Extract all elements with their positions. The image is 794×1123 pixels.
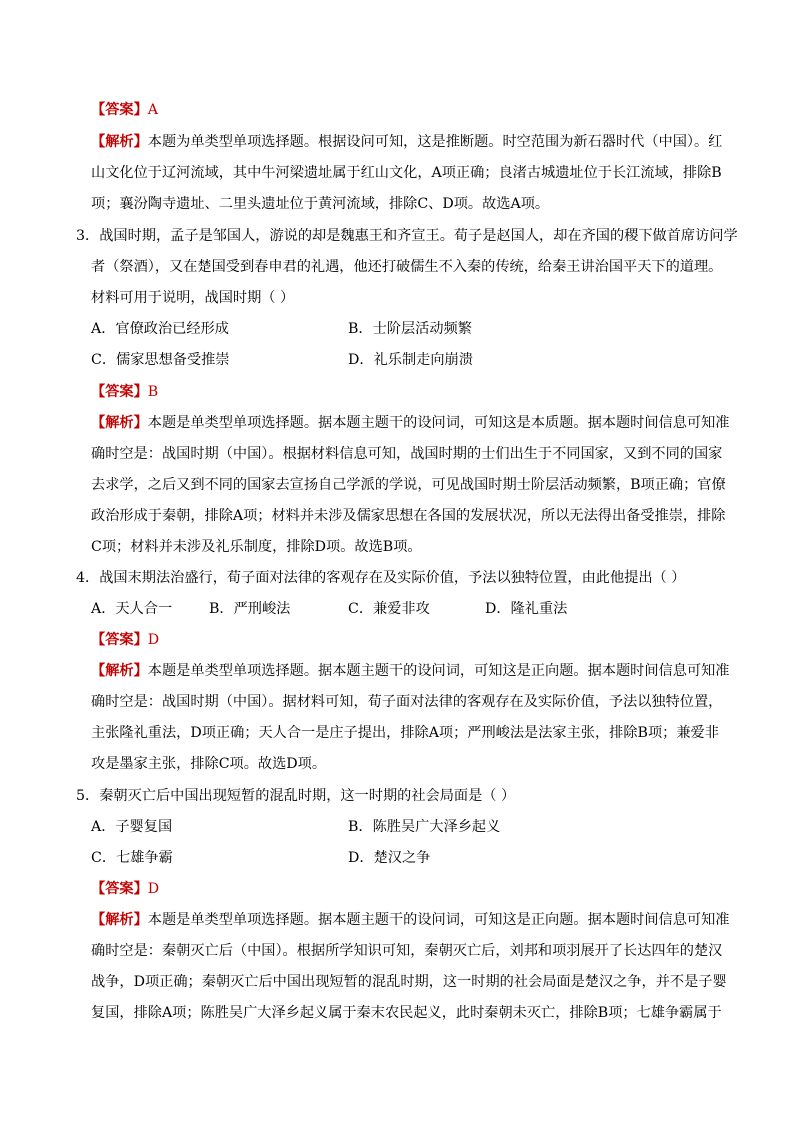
- analysis-text: 本题是单类型单项选择题。据本题主题干的设问词，可知这是正向题。据本题时间信息可知准: [147, 912, 730, 928]
- analysis-tag: 【解析】: [91, 912, 148, 928]
- answer-tag: 【答案】: [91, 102, 148, 118]
- analysis-line: [91, 661, 729, 681]
- analysis-line: [91, 413, 729, 433]
- question-stem: 3．战国时期，孟子是邹国人，游说的却是魏惠王和齐宣王。荀子是赵国人，却在齐国的稷下做首席访问学: [76, 228, 738, 244]
- option-d: D．楚汉之争: [348, 850, 431, 866]
- question-stem: 4．战国末期法治盛行，荀子面对法律的客观存在及实际价值，予法以独特位置，由此他提出（ ）: [76, 570, 686, 586]
- answer-value: D: [147, 881, 160, 897]
- analysis-text: 项；襄汾陶寺遗址、二里头遗址位于黄河流域，排除C、D项。故选A项。: [91, 196, 550, 212]
- analysis-tag: 【解析】: [91, 415, 148, 431]
- option-c: C．七雄争霸: [91, 850, 173, 866]
- analysis-text: C项；材料并未涉及礼乐制度，排除D项。故选B项。: [91, 539, 422, 555]
- option-a: A．天人合一: [91, 601, 173, 617]
- option-a: A．子婴复国: [91, 819, 173, 835]
- answer-value: D: [147, 632, 160, 648]
- answer-tag: 【答案】: [91, 632, 148, 648]
- answer-tag: 【答案】: [91, 384, 148, 400]
- answer-line: [91, 879, 159, 899]
- option-d: D．礼乐制走向崩溃: [348, 352, 473, 368]
- analysis-text: 主张隆礼重法，D项正确；天人合一是庄子提出，排除A项；严刑峻法是法家主张，排除B项；兼爱非: [91, 725, 719, 741]
- answer-line: [91, 100, 158, 120]
- analysis-line: [91, 910, 729, 930]
- analysis-text: 复国，排除A项；陈胜吴广大泽乡起义属于秦末农民起义，此时秦朝未灭亡，排除B项；七雄争霸属于: [91, 1005, 722, 1021]
- analysis-text: 本题是单类型单项选择题。据本题主题干的设问词，可知这是正向题。据本题时间信息可知准: [147, 663, 730, 679]
- analysis-text: 去求学，之后又到不同的国家去宣扬自己学派的学说，可见战国时期士阶层活动频繁，B项正确；官僚: [91, 477, 726, 493]
- question-stem: 5．秦朝灭亡后中国出现短暂的混乱时期，这一时期的社会局面是（ ）: [76, 788, 516, 804]
- option-a: A．官僚政治已经形成: [91, 321, 229, 337]
- analysis-tag: 【解析】: [91, 663, 148, 679]
- question-stem: 者（祭酒），又在楚国受到春申君的礼遇，他还打破儒生不入秦的传统，给秦王讲治国平天下的道理。: [91, 259, 723, 275]
- analysis-text: 战争，D项正确；秦朝灭亡后中国出现短暂的混乱时期，这一时期的社会局面是楚汉之争，并不是子婴: [91, 974, 727, 990]
- option-b: B．士阶层活动频繁: [348, 321, 472, 337]
- analysis-text: 本题是单类型单项选择题。据本题主题干的设问词，可知这是本质题。据本题时间信息可知准: [147, 415, 730, 431]
- answer-value: B: [147, 384, 159, 400]
- analysis-text: 确时空是：战国时期（中国）。根据材料信息可知，战国时期的士们出生于不同国家，又到不同的国家: [91, 446, 723, 462]
- option-c: C．儒家思想备受推崇: [91, 352, 230, 368]
- analysis-tag: 【解析】: [91, 134, 148, 150]
- analysis-text: 确时空是：战国时期（中国）。据材料可知，荀子面对法律的客观存在及实际价值，予法以独特位置，: [91, 694, 723, 710]
- option-d: D．隆礼重法: [485, 601, 568, 617]
- analysis-text: 确时空是：秦朝灭亡后（中国）。根据所学知识可知，秦朝灭亡后，刘邦和项羽展开了长达四年的楚汉: [91, 943, 723, 959]
- option-b: B．陈胜吴广大泽乡起义: [348, 819, 501, 835]
- question-stem: 材料可用于说明，战国时期（ ）: [91, 290, 295, 306]
- analysis-text: 本题为单类型单项选择题。根据设问可知，这是推断题。时空范围为新石器时代（中国）。红: [147, 134, 723, 150]
- answer-line: [91, 630, 159, 650]
- answer-value: A: [147, 102, 159, 118]
- analysis-text: 政治形成于秦朝，排除A项；材料并未涉及儒家思想在各国的发展状况，所以无法得出备受推崇，排除: [91, 508, 726, 524]
- option-b: B．严刑峻法: [209, 601, 291, 617]
- option-c: C．兼爱非攻: [348, 601, 430, 617]
- analysis-text: 山文化位于辽河流域，其中牛河梁遗址属于红山文化，A项正确；良渚古城遗址位于长江流域，排除B: [91, 165, 722, 181]
- analysis-text: 攻是墨家主张，排除C项。故选D项。: [91, 756, 327, 772]
- analysis-line: [91, 132, 722, 152]
- answer-tag: 【答案】: [91, 881, 148, 897]
- answer-line: [91, 382, 158, 402]
